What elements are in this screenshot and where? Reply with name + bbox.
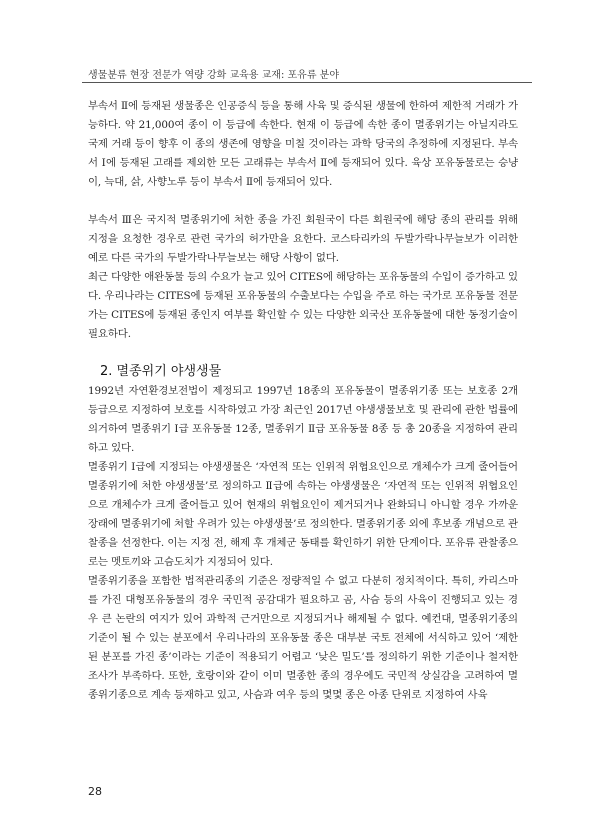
paragraph-legislation-history: 1992년 자연환경보전법이 제정되고 1997년 18종의 포유동물이 멸종위기종 또는 보호종 2개 등급으로 지정하여 보호를 시작하였고 가장 최근인 2017년 야생생물보호 및 관리에 관한 법률에 의거하여 멸종위기 Ⅰ급 포유동물 12종, 멸종위기 Ⅱ급 포유동물 8종 등 총 20종을 지정하여 관리하고 있다. bbox=[88, 385, 518, 454]
section-heading: 2. 멸종위기 야생생물 bbox=[100, 364, 222, 379]
paragraph-grade-definitions: 멸종위기 Ⅰ급에 지정되는 야생생물은 ‘자연적 또는 인위적 위협요인으로 개체수가 크게 줄어들어 멸종위기에 처한 야생생물’로 정의하고 Ⅱ급에 속하는 야생생물은 ‘자연적 또는 인위적 위협요인으로 개체수가 크게 줄어들고 있어 현재의 위협요인이 제거되거나 완화되니 아니할 경우 가까운 장래에 멸종위기에 처할 우려가 있는 야생생물’로 정의한다. 멸종위기종 외에 후보종 개념으로 관찰종을 선정한다. 이는 지정 전, 해제 후 개체군 동태를 확인하기 위한 단계이다. 포유류 관찰종으로는 멧토끼와 고슴도치가 지정되어 있다. bbox=[88, 461, 518, 568]
paragraph-appendix-2: 부속서 Ⅱ에 등재된 생물종은 인공증식 등을 통해 사육 및 증식된 생물에 한하여 제한적 거래가 가능하다. 약 21,000여 종이 이 등급에 속한다. 현재 이 등급에 속한 종이 멸종위기는 아닐지라도 국제 거래 등이 향후 이 종의 생존에 영향을 미칠 것이라는 과학 당국의 추정하에 지정된다. 부속서 Ⅰ에 등재된 고래를 제외한 모든 고래류는 부속서 Ⅱ에 등재되어 있다. 육상 포유동물로는 승냥이, 늑대, 삵, 사향노루 등이 부속서 Ⅱ에 등재되어 있다. bbox=[88, 100, 518, 188]
paragraph-cites-imports: 최근 다양한 애완동물 등의 수요가 늘고 있어 CITES에 해당하는 포유동물의 수입이 증가하고 있다. 우리나라는 CITES에 등재된 포유동물의 수출보다는 수입을 주로 하는 국가로 포유동물 전문가는 CITES에 등재된 종인지 여부를 확인할 수 있는 다양한 외국산 포유동물에 대한 동정기술이 필요하다. bbox=[88, 271, 518, 340]
paragraph-designation-criteria: 멸종위기종을 포함한 법적관리종의 기준은 정량적일 수 없고 다분히 정치적이다. 특히, 카리스마를 가진 대형포유동물의 경우 국민적 공감대가 필요하고 곰, 사슴 등의 사육이 진행되고 있는 경우 큰 논란의 여지가 있어 과학적 근거만으로 지정되거나 해제될 수 없다. 예컨대, 멸종위기종의 기준이 될 수 있는 분포에서 우리나라의 포유동물 종은 대부분 국토 전체에 서식하고 있어 ‘제한된 분포를 가진 종’이라는 기준이 적용되기 어렵고 ‘낮은 밀도’를 정의하기 위한 기준이나 철저한 조사가 부족하다. 또한, 호랑이와 같이 이미 멸종한 종의 경우에도 국민적 상실감을 고려하여 멸종위기종으로 계속 등재하고 있고, 사슴과 여우 등의 몇몇 종은 아종 단위로 지정하여 사육 bbox=[88, 575, 518, 701]
paragraph-appendix-3: 부속서 Ⅲ은 국지적 멸종위기에 처한 종을 가진 회원국이 다른 회원국에 해당 종의 관리를 위해 지정을 요청한 경우로 관련 국가의 허가만을 요한다. 코스타리카의 두발가락나무늘보가 이러한 예로 다른 국가의 두발가락나무늘보는 해당 사항이 없다. bbox=[88, 214, 518, 264]
header-divider bbox=[82, 82, 532, 83]
running-header: 생물분류 현장 전문가 역량 강화 교육용 교재: 포유류 분야 bbox=[88, 70, 339, 81]
page-number: 28 bbox=[88, 785, 102, 798]
